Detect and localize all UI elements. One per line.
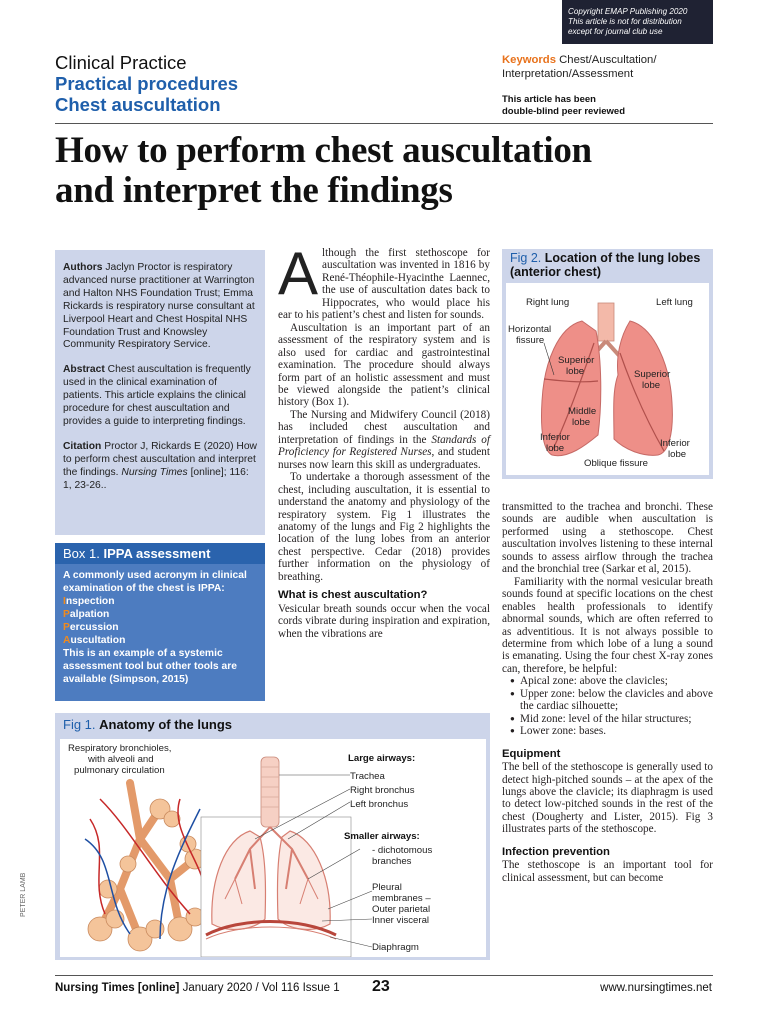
box1-number: Box 1. — [63, 546, 100, 561]
citation-text: Proctor J, Rickards E (2020) How to perform chest auscultation and interpret the findings. — [63, 440, 257, 478]
peer-review-line: double-blind peer reviewed — [502, 106, 625, 117]
article-column-2 — [278, 240, 491, 640]
box1-item — [63, 634, 257, 647]
label-pleural-membranes: membranes – — [372, 893, 431, 904]
label-inferior-lobe-right: lobe — [546, 443, 565, 454]
label-inner-visceral: Inner visceral — [372, 915, 430, 926]
label-middle-lobe: Middle — [568, 406, 597, 417]
label-right-bronchus: Right bronchus — [350, 785, 415, 796]
label-pleural-membranes: Pleural — [372, 882, 402, 893]
title-line: and interpret the findings — [55, 170, 453, 211]
trachea-shape — [598, 303, 614, 341]
copyright-notice — [562, 0, 713, 44]
section-subcategory: Practical procedures — [55, 73, 239, 94]
figure-1-title: Anatomy of the lungs — [99, 717, 233, 732]
title-line: How to perform chest auscultation — [55, 130, 592, 171]
subheading: Equipment — [502, 747, 561, 760]
lung-anatomy-diagram — [60, 739, 486, 957]
abstract-text: Chest auscultation is frequently used in the clinical examination of patients. This article explains the clinical procedure for chest auscultation and provides a guide to interpreting findings. — [63, 364, 251, 427]
paragraph — [278, 409, 490, 471]
label-horizontal-fissure: Horizontal — [508, 324, 552, 335]
top-divider — [55, 123, 713, 124]
box1-header — [55, 543, 265, 564]
box1-item-initial: P — [63, 622, 70, 633]
label-right-lung: Right lung — [526, 297, 570, 308]
illustration-credit: PETER LAMB — [20, 872, 27, 917]
label-oblique-fissure: Oblique fissure — [584, 458, 648, 469]
box1-outro: This is an example of a systemic assessment tool but other tools are available (Simpson, 2015) — [63, 648, 237, 685]
label-superior-lobe-right: Superior — [558, 355, 595, 366]
figure-2-number: Fig 2. — [510, 251, 542, 265]
box1-body — [55, 564, 265, 691]
box1-intro: A commonly used acronym in clinical examination of the chest is IPPA: — [63, 570, 247, 594]
box1-ippa — [55, 543, 265, 701]
box1-item-initial: P — [63, 609, 70, 620]
citation-text-end: [online]; 116: 1, 23-26.. — [63, 466, 249, 491]
label-smaller-airways: Smaller airways: — [344, 831, 420, 842]
paragraph: The bell of the stethoscope is generally used to detect high-pitched sounds – at the apex of the lungs above the clavicle; its diaphragm is used to detect low-pitched sounds in the rest of the chest (Dougherty and Lister, 2015). Fig 3 illustrates parts of the stethoscope. — [502, 761, 713, 836]
list-item: ● Lower zone: bases. — [510, 725, 713, 737]
drop-cap: A — [278, 240, 319, 307]
figure-1 — [55, 713, 490, 960]
paragraph: Familiarity with the normal vesicular breath sounds found at specific locations on the chest enables health professionals to identify abnormal sounds, which are often referred to as adventitious. It is not always possible to determine from which lobe of a lung a sound is emanating. Using the four chest X-ray zones can, therefore, be helpful: — [502, 575, 713, 675]
label-superior-lobe-left: Superior — [634, 369, 671, 380]
footer-issue: January 2020 / Vol 116 Issue 1 — [182, 982, 340, 994]
copyright-line: This article is not for distribution — [568, 17, 682, 26]
section-topic: Chest auscultation — [55, 94, 221, 115]
citation-journal: Nursing Times — [121, 466, 188, 478]
paragraph: transmitted to the trachea and bronchi. These sounds are audible when auscultation is performed using a stethoscope. Chest auscultation involves listening to these internal sounds to assess airflow through the trachea and the bronchial tree (Sarkar et al, 2015). — [502, 501, 713, 576]
authors-paragraph — [63, 262, 257, 352]
label-superior-lobe-left: lobe — [642, 380, 661, 391]
authors-label: Authors — [63, 262, 103, 273]
abstract-label: Abstract — [63, 364, 105, 376]
copyright-line: Copyright EMAP Publishing 2020 — [568, 7, 688, 16]
label-inferior-lobe-left: lobe — [668, 449, 687, 460]
peer-review-note — [502, 94, 712, 118]
figure-1-number: Fig 1. — [63, 717, 96, 732]
authors-text: Jaclyn Proctor is respiratory advanced nurse practitioner at Warrington and Halton NHS Foundation Trust; Emma Rickards is respiratory nurse consultant at Liverpool Heart and Chest Hospital NHS Foundation Trust and Knowsley Community Respiratory Service. — [63, 262, 255, 351]
label-left-bronchus: Left bronchus — [350, 799, 409, 810]
paragraph: Vesicular breath sounds occur when the vocal cords vibrate during inspiration and expiration, when the vibrations are — [278, 602, 490, 640]
abstract-paragraph — [63, 364, 257, 429]
paragraph: Auscultation is an important part of an assessment of the respiratory system and is also used for cardiac and gastrointestinal examination. The procedure should always form part of an holistic assessment and must be viewed alongside the patient’s clinical history (Box 1). — [278, 321, 490, 409]
section-category: Clinical Practice — [55, 52, 187, 73]
citation-label: Citation — [63, 440, 102, 452]
paragraph-italic: Standards of Proficiency for Registered Nurses — [278, 433, 491, 459]
footer-journal-name: Nursing Times [online] — [55, 982, 180, 994]
list-item: ● Upper zone: below the clavicles and above the cardiac silhouette; — [510, 688, 713, 713]
figure-2-caption — [510, 251, 710, 279]
label-diaphragm: Diaphragm — [372, 942, 419, 953]
keywords — [502, 54, 712, 81]
paragraph: To undertake a thorough assessment of the chest, including auscultation, it is essential to understand the anatomy and physiology of the respiratory system. Fig 1 illustrates the anatomy of the lungs and Fig 2 highlights the location of the lung lobes from an anterior chest perspective. Cedar (2018) provides further information on the physiology of breathing. — [278, 471, 490, 583]
label-respiratory-bronchioles: pulmonary circulation — [74, 765, 165, 776]
label-respiratory-bronchioles: Respiratory bronchioles, — [68, 743, 172, 754]
box1-item-initial: A — [63, 635, 71, 646]
label-inferior-lobe-right: Inferior — [540, 432, 570, 443]
label-superior-lobe-right: lobe — [566, 366, 585, 377]
label-middle-lobe: lobe — [572, 417, 591, 428]
copyright-line: except for journal club use — [568, 27, 663, 36]
section-heading — [55, 52, 238, 115]
label-trachea: Trachea — [350, 771, 385, 782]
subheading: What is chest auscultation? — [278, 589, 428, 602]
label-large-airways: Large airways: — [348, 753, 416, 764]
paragraph-text: lthough the first stethoscope for auscultation was invented in 1816 by René-Théophile-Hyacinthe Laennec, the use of auscultation dates back to Hippocrates, who would place his ear to his patient’s chest and listen for sounds. — [278, 247, 490, 322]
subheading: Infection prevention — [502, 845, 610, 858]
article-title — [55, 131, 715, 211]
label-inferior-lobe-left: Inferior — [660, 438, 690, 449]
box1-title: IPPA assessment — [103, 546, 211, 561]
box1-item-rest: ercussion — [69, 622, 119, 633]
footer-journal — [55, 982, 340, 994]
box1-item-rest: alpation — [69, 609, 110, 620]
label-horizontal-fissure: fissure — [516, 335, 545, 346]
alveoli-illustration — [85, 783, 205, 951]
figure-2-panel — [506, 283, 709, 475]
label-left-lung: Left lung — [656, 297, 693, 308]
figure-1-panel — [60, 739, 486, 957]
intro-paragraph — [278, 240, 490, 322]
label-dichotomous: branches — [372, 856, 412, 867]
figure-2 — [502, 249, 713, 479]
zones-list — [502, 675, 713, 737]
box1-item-initial: I — [63, 596, 66, 607]
label-outer-parietal: Outer parietal — [372, 904, 431, 915]
list-item: ● Mid zone: level of the hilar structures; — [510, 713, 713, 725]
peer-review-line: This article has been — [502, 94, 596, 105]
keywords-label: Keywords — [502, 54, 556, 66]
box1-item — [63, 608, 257, 621]
article-column-3 — [502, 501, 713, 884]
box1-item — [63, 595, 257, 608]
box1-item-rest: nspection — [65, 596, 115, 607]
lung-lobes-diagram — [506, 283, 709, 475]
label-respiratory-bronchioles: with alveoli and — [88, 754, 154, 765]
paragraph: The stethoscope is an important tool for clinical assessment, but can become — [502, 859, 713, 884]
bottom-divider — [55, 975, 713, 976]
citation-paragraph — [63, 441, 257, 493]
page-number: 23 — [372, 978, 390, 995]
label-dichotomous: - dichotomous — [372, 845, 433, 856]
figure-2-title: Location of the lung lobes (anterior chest) — [510, 251, 701, 279]
keywords-text: Chest/Auscultation/ Interpretation/Assessment — [502, 54, 657, 80]
list-item: ● Apical zone: above the clavicles; — [510, 675, 713, 687]
box1-item — [63, 621, 257, 634]
lungs-illustration — [201, 757, 351, 957]
box1-item-rest: uscultation — [70, 635, 126, 646]
footer-website: www.nursingtimes.net — [600, 982, 712, 994]
authors-panel — [55, 250, 265, 535]
paragraph-text: The Nursing and Midwifery Council (2018) has included chest auscultation and interpretation of findings in the — [278, 408, 490, 446]
paragraph-text: , and student nurses now learn this skill as undergraduates. — [278, 446, 490, 471]
figure-1-caption — [63, 717, 232, 732]
